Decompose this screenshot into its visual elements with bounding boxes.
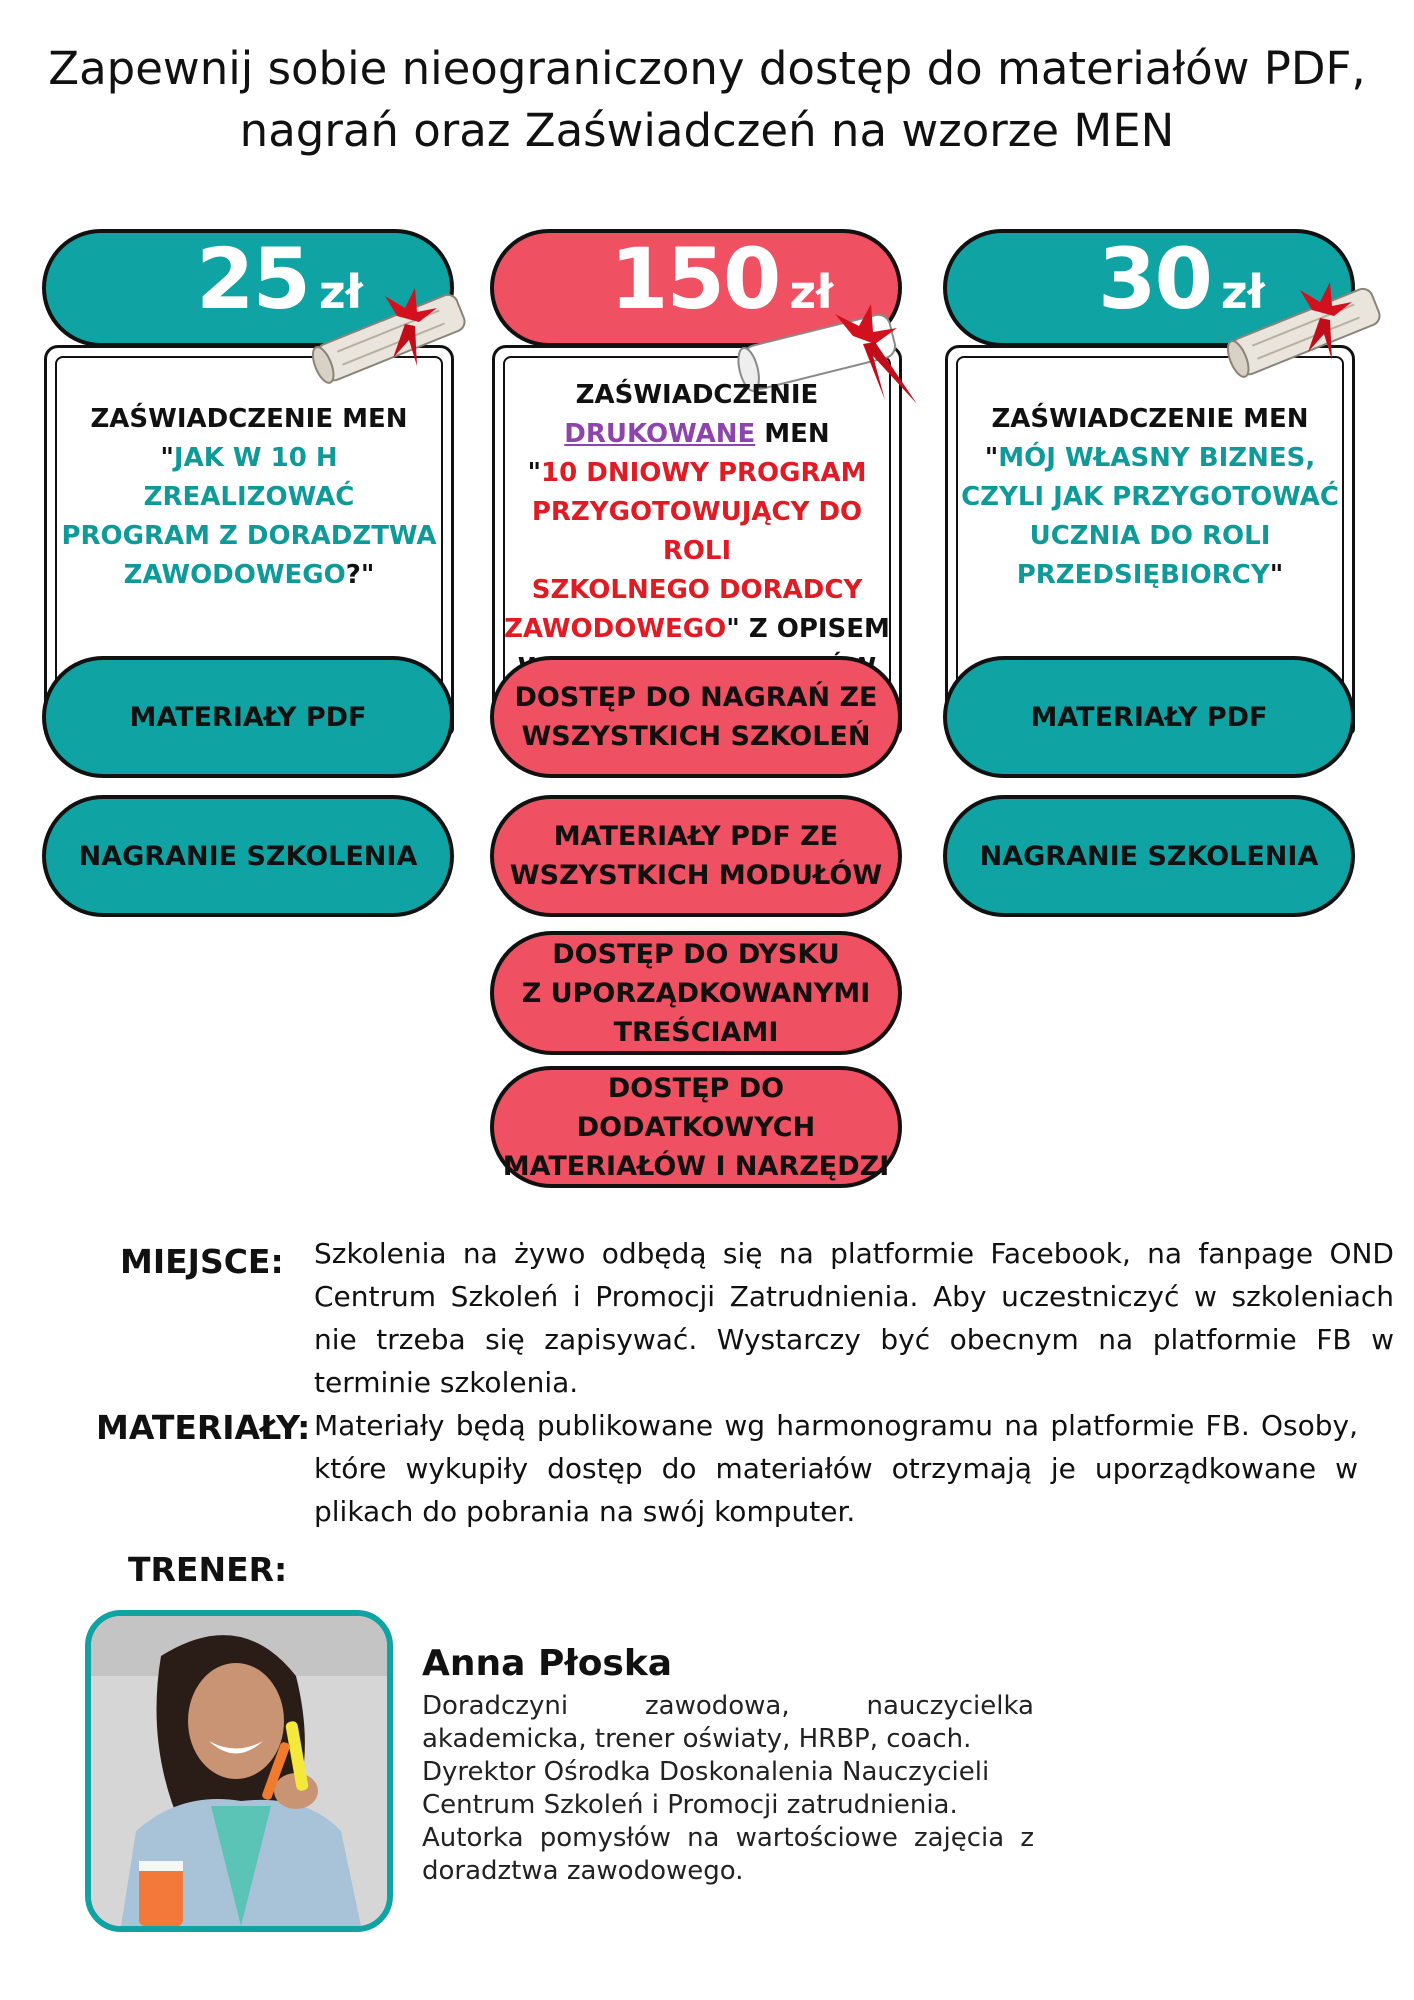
feature-label: MATERIAŁY PDF ZE WSZYSTKICH MODUŁÓW — [509, 821, 883, 891]
offer-25-feature-pdf — [42, 656, 454, 778]
price-amount: 30 — [1098, 230, 1211, 328]
materials-label: MATERIAŁY: — [96, 1408, 311, 1447]
cert-title-line-4: PRZEDSIĘBIORCY" — [1016, 560, 1284, 590]
offer-150-feature-drive — [490, 931, 902, 1055]
place-label: MIEJSCE: — [120, 1242, 284, 1281]
trainer-name: Anna Płoska — [422, 1643, 673, 1684]
price-amount: 25 — [196, 230, 309, 328]
cert-title-line-1: "MÓJ WŁASNY BIZNES, — [984, 443, 1316, 473]
cert-title-line-2: CZYLI JAK PRZYGOTOWAĆ — [961, 482, 1339, 512]
trainer-bio-paragraph: Dyrektor Ośrodka Doskonalenia Nauczycieli Centrum Szkoleń i Promocji zatrudnienia. — [422, 1757, 990, 1820]
price-currency: zł — [1220, 265, 1265, 319]
offer-25-certificate-text — [54, 400, 444, 595]
cert-title-line-1: "10 DNIOWY PROGRAM — [527, 458, 867, 488]
trainer-bio-paragraph: Doradczyni zawodowa, nauczycielka akademicka, trener oświaty, HRBP, coach. — [422, 1691, 1034, 1754]
place-text: Szkolenia na żywo odbędą się na platformie Facebook, na fanpage OND Centrum Szkoleń i Promocji Zatrudnienia. Aby uczestniczyć w szkoleniach nie trzeba się zapisywać. Wystarczy być obecnym na platformie FB w terminie szkolenia. — [314, 1237, 1394, 1399]
price-currency: zł — [318, 265, 363, 319]
cert-title-line-3: SZKOLNEGO DORADCY — [531, 575, 863, 605]
headline-line-1: Zapewnij sobie nieograniczony dostęp do materiałów PDF, — [48, 42, 1366, 95]
offer-30-certificate-text — [955, 400, 1345, 595]
trainer-label: TRENER: — [128, 1550, 288, 1589]
feature-label: NAGRANIE SZKOLENIA — [979, 840, 1319, 872]
cert-title-line-2: PROGRAM Z DORADZTWA — [61, 521, 437, 551]
trainer-photo — [85, 1610, 393, 1932]
cert-heading: ZAŚWIADCZENIE MEN — [991, 404, 1309, 434]
offer-30-feature-pdf — [943, 656, 1355, 778]
offer-150-feature-extra-materials — [490, 1066, 902, 1188]
price-amount: 150 — [610, 230, 780, 328]
cert-title-line-3: ZAWODOWEGO?" — [123, 560, 375, 590]
feature-label: DOSTĘP DO NAGRAŃ ZE WSZYSTKICH SZKOLEŃ — [514, 682, 878, 752]
offer-30-feature-recording — [943, 795, 1355, 917]
offer-150-certificate-text — [502, 376, 892, 688]
cert-heading: ZAŚWIADCZENIE — [575, 380, 819, 410]
materials-text: Materiały będą publikowane wg harmonogramu na platformie FB. Osoby, które wykupiły dostęp do materiałów otrzymają je uporządkowane w plikach do pobrania na swój komputer. — [314, 1409, 1358, 1528]
cert-title-line-4: ZAWODOWEGO" Z OPISEM — [504, 614, 890, 644]
cert-printed-line: DRUKOWANE MEN — [564, 419, 830, 449]
feature-label: NAGRANIE SZKOLENIA — [78, 840, 418, 872]
cert-title-line-2: PRZYGOTOWUJĄCY DO ROLI — [531, 497, 863, 566]
price-currency: zł — [789, 265, 834, 319]
trainer-bio — [422, 1690, 1034, 1888]
offer-150-feature-recordings — [490, 656, 902, 778]
cert-title-line-1: "JAK W 10 H ZREALIZOWAĆ — [143, 443, 355, 512]
cert-heading: ZAŚWIADCZENIE MEN — [90, 404, 408, 434]
feature-label: MATERIAŁY PDF — [129, 701, 367, 733]
feature-label: DOSTĘP DO DODATKOWYCH MATERIAŁÓW I NARZĘDZI — [502, 1072, 890, 1182]
cert-title-line-3: UCZNIA DO ROLI — [1029, 521, 1271, 551]
feature-label: DOSTĘP DO DYSKU Z UPORZĄDKOWANYMI TREŚCIAMI — [521, 938, 871, 1048]
certificate-scroll-icon — [305, 278, 480, 393]
headline-line-2: nagrań oraz Zaświadczeń na wzorze MEN — [239, 104, 1175, 157]
certificate-scroll-icon — [1220, 272, 1395, 387]
page-headline — [40, 38, 1374, 162]
trainer-portrait-image — [91, 1616, 387, 1926]
trainer-bio-paragraph: Autorka pomysłów na wartościowe zajęcia z doradztwa zawodowego. — [422, 1823, 1034, 1886]
feature-label: MATERIAŁY PDF — [1030, 701, 1268, 733]
offer-150-feature-pdf — [490, 795, 902, 917]
offer-25-feature-recording — [42, 795, 454, 917]
